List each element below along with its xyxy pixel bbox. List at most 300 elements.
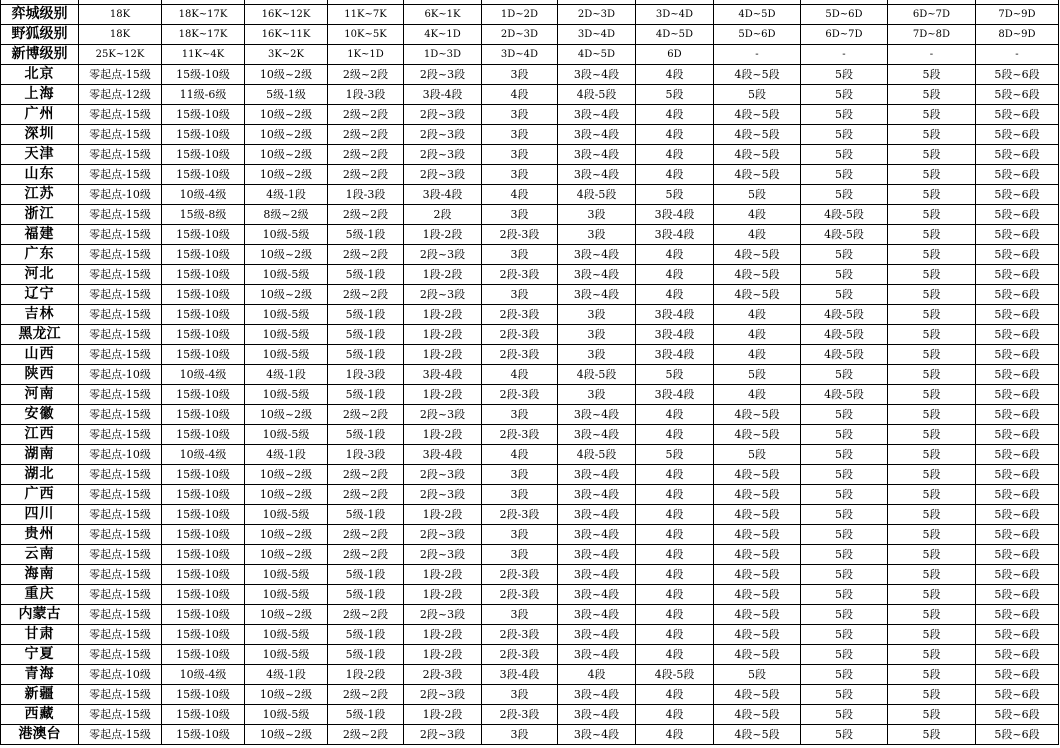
table-cell: 5段: [888, 505, 976, 525]
table-cell: 3段~4段: [558, 705, 636, 725]
region-label: 云南: [1, 545, 79, 565]
table-cell: 4段: [636, 265, 714, 285]
table-cell: 15级-10级: [162, 585, 245, 605]
table-cell: 5级-1段: [328, 265, 404, 285]
table-cell: 4段~5段: [714, 485, 801, 505]
table-cell: 3段-4段: [636, 385, 714, 405]
table-row: [1, 685, 1059, 705]
table-row: [1, 585, 1059, 605]
table-cell: 5段: [801, 285, 888, 305]
table-cell: 5段: [888, 585, 976, 605]
table-cell: 6K~1K: [404, 5, 482, 25]
table-cell: 5段: [801, 605, 888, 625]
table-cell: 5段: [801, 85, 888, 105]
table-cell: 3段~4段: [558, 725, 636, 745]
table-cell: 10级-5级: [245, 645, 328, 665]
region-label: 西藏: [1, 705, 79, 725]
table-cell: 2段~3段: [404, 145, 482, 165]
table-cell: 5级-1段: [328, 505, 404, 525]
table-cell: 5级-1段: [328, 645, 404, 665]
table-cell: 4段-5段: [801, 225, 888, 245]
table-cell: 5段: [888, 565, 976, 585]
table-cell: 4段: [482, 85, 558, 105]
table-cell: 15级-10级: [162, 525, 245, 545]
table-cell: 3段~4段: [558, 585, 636, 605]
table-row: [1, 245, 1059, 265]
table-cell: 零起点-15级: [79, 225, 162, 245]
table-cell: 4段~5段: [714, 425, 801, 445]
table-cell: 3段: [482, 525, 558, 545]
table-cell: 5段: [801, 245, 888, 265]
table-cell: 1段-2段: [404, 345, 482, 365]
table-cell: 1段-2段: [404, 505, 482, 525]
table-cell: 5段: [636, 185, 714, 205]
table-cell: 5段~6段: [976, 565, 1059, 585]
table-cell: 6D: [636, 45, 714, 65]
table-cell: 零起点-15级: [79, 165, 162, 185]
table-cell: 3段~4段: [558, 405, 636, 425]
table-cell: 1段-2段: [404, 425, 482, 445]
table-cell: 7D~9D: [976, 5, 1059, 25]
table-cell: 1段-2段: [404, 385, 482, 405]
table-cell: 5段: [888, 525, 976, 545]
table-cell: 5级-1段: [328, 305, 404, 325]
table-row: [1, 485, 1059, 505]
table-cell: 15级-10级: [162, 505, 245, 525]
header-row: [1, 25, 1059, 45]
table-cell: 4段: [482, 365, 558, 385]
table-cell: 5段: [888, 625, 976, 645]
table-cell: 零起点-12级: [79, 85, 162, 105]
table-cell: 4段~5段: [714, 125, 801, 145]
table-cell: 4段~5段: [714, 625, 801, 645]
table-cell: 4段: [636, 705, 714, 725]
table-cell: 3段: [482, 285, 558, 305]
table-cell: 10级~2级: [245, 165, 328, 185]
table-cell: 4段: [714, 205, 801, 225]
table-cell: 10级~2级: [245, 525, 328, 545]
table-cell: 3段: [482, 605, 558, 625]
table-cell: 5段: [801, 665, 888, 685]
table-cell: 10级-4级: [162, 365, 245, 385]
table-cell: 6D~7D: [801, 25, 888, 45]
table-cell: 2级~2段: [328, 245, 404, 265]
table-cell: 2段-3段: [482, 705, 558, 725]
table-cell: 15级-10级: [162, 285, 245, 305]
table-cell: 10级-5级: [245, 305, 328, 325]
table-cell: 2级~2段: [328, 685, 404, 705]
table-cell: 4段: [636, 65, 714, 85]
table-cell: 1段-2段: [404, 645, 482, 665]
table-cell: 4段~5段: [714, 545, 801, 565]
region-label: 河南: [1, 385, 79, 405]
region-label: 海南: [1, 565, 79, 585]
table-cell: 10级-5级: [245, 705, 328, 725]
table-cell: 5段~6段: [976, 305, 1059, 325]
table-cell: 5段~6段: [976, 465, 1059, 485]
table-cell: 10级~2级: [245, 105, 328, 125]
table-cell: 零起点-15级: [79, 545, 162, 565]
table-cell: 3段-4段: [636, 345, 714, 365]
table-cell: 4段: [636, 525, 714, 545]
table-cell: 5段: [714, 445, 801, 465]
table-cell: 5段~6段: [976, 545, 1059, 565]
table-cell: 4段~5段: [714, 725, 801, 745]
table-cell: 15级-10级: [162, 305, 245, 325]
table-cell: 4段-5段: [801, 385, 888, 405]
table-cell: 5段: [888, 245, 976, 265]
table-cell: 4段-5段: [558, 185, 636, 205]
table-cell: 4段~5段: [714, 645, 801, 665]
table-cell: 2段-3段: [404, 665, 482, 685]
table-cell: 5段~6段: [976, 685, 1059, 705]
table-cell: 零起点-15级: [79, 265, 162, 285]
table-cell: 2段~3段: [404, 485, 482, 505]
table-row: [1, 445, 1059, 465]
region-label: 港澳台: [1, 725, 79, 745]
table-cell: 零起点-10级: [79, 665, 162, 685]
table-cell: 1段-2段: [404, 265, 482, 285]
table-cell: 4段-5段: [801, 345, 888, 365]
table-cell: 5段~6段: [976, 325, 1059, 345]
table-cell: 7D~8D: [888, 25, 976, 45]
table-cell: 5段: [801, 505, 888, 525]
table-cell: 3段-4段: [636, 205, 714, 225]
table-row: [1, 265, 1059, 285]
table-cell: 5段: [888, 205, 976, 225]
table-cell: 4段: [482, 445, 558, 465]
table-cell: 5段~6段: [976, 505, 1059, 525]
header-row: [1, 5, 1059, 25]
table-cell: 2段~3段: [404, 525, 482, 545]
table-cell: 3段-4段: [636, 325, 714, 345]
table-cell: 4段~5段: [714, 505, 801, 525]
table-cell: 3段: [482, 405, 558, 425]
table-cell: 5段~6段: [976, 165, 1059, 185]
table-cell: 4段~5段: [714, 405, 801, 425]
table-cell: 5段: [636, 445, 714, 465]
table-cell: 2级~2段: [328, 125, 404, 145]
table-cell: 1段-2段: [328, 665, 404, 685]
table-cell: 15级-10级: [162, 725, 245, 745]
table-cell: 5段: [888, 425, 976, 445]
table-cell: 3段: [482, 465, 558, 485]
table-cell: 5级-1段: [328, 425, 404, 445]
table-cell: 1段-2段: [404, 705, 482, 725]
table-cell: 10级~2级: [245, 245, 328, 265]
table-cell: 2段-3段: [482, 625, 558, 645]
table-cell: 10级~2级: [245, 405, 328, 425]
table-cell: 2级~2段: [328, 205, 404, 225]
table-cell: 3段~4段: [558, 565, 636, 585]
table-cell: 15级-10级: [162, 105, 245, 125]
table-cell: -: [976, 45, 1059, 65]
table-cell: 5段~6段: [976, 85, 1059, 105]
table-cell: 3段: [482, 545, 558, 565]
table-cell: 2段-3段: [482, 645, 558, 665]
table-cell: 2段~3段: [404, 725, 482, 745]
table-cell: 4段-5段: [801, 325, 888, 345]
table-cell: 5段~6段: [976, 265, 1059, 285]
table-cell: 2段-3段: [482, 345, 558, 365]
table-cell: 5段~6段: [976, 665, 1059, 685]
table-cell: 10K~5K: [328, 25, 404, 45]
table-cell: 5段: [801, 525, 888, 545]
table-cell: 15级-10级: [162, 225, 245, 245]
table-cell: 5段~6段: [976, 145, 1059, 165]
table-cell: 5段: [801, 625, 888, 645]
table-cell: 4段~5段: [714, 605, 801, 625]
table-cell: 5级-1段: [328, 625, 404, 645]
table-cell: 10级-5级: [245, 325, 328, 345]
table-cell: 4段: [714, 225, 801, 245]
table-cell: 4级-1段: [245, 445, 328, 465]
table-cell: 11K~4K: [162, 45, 245, 65]
region-label: 安徽: [1, 405, 79, 425]
region-label: 新疆: [1, 685, 79, 705]
table-cell: 2段~3段: [404, 285, 482, 305]
table-cell: 10级~2级: [245, 545, 328, 565]
table-cell: 3段~4段: [558, 265, 636, 285]
table-cell: 2段-3段: [482, 565, 558, 585]
table-cell: 3段~4段: [558, 125, 636, 145]
region-label: 青海: [1, 665, 79, 685]
table-cell: 5段~6段: [976, 625, 1059, 645]
table-cell: 4段: [714, 305, 801, 325]
table-cell: 零起点-15级: [79, 425, 162, 445]
table-row: [1, 605, 1059, 625]
table-cell: 零起点-10级: [79, 185, 162, 205]
table-cell: 5段: [714, 185, 801, 205]
table-row: [1, 345, 1059, 365]
table-cell: 4段~5段: [714, 685, 801, 705]
table-row: [1, 365, 1059, 385]
table-cell: 10级~2级: [245, 65, 328, 85]
table-cell: 4D~5D: [558, 45, 636, 65]
region-label: 四川: [1, 505, 79, 525]
table-cell: 5段: [888, 705, 976, 725]
table-cell: 10级-5级: [245, 625, 328, 645]
table-cell: 5段: [888, 65, 976, 85]
table-cell: 4段~5段: [714, 145, 801, 165]
table-cell: 5段: [801, 685, 888, 705]
table-cell: 2段: [404, 205, 482, 225]
table-cell: 5段: [636, 365, 714, 385]
table-cell: 4段: [714, 385, 801, 405]
table-cell: 5段: [801, 405, 888, 425]
table-cell: 18K~17K: [162, 5, 245, 25]
region-label: 贵州: [1, 525, 79, 545]
table-cell: 4段~5段: [714, 465, 801, 485]
table-cell: 零起点-10级: [79, 365, 162, 385]
table-cell: 4段: [482, 185, 558, 205]
table-cell: 10级-4级: [162, 445, 245, 465]
table-cell: 5段: [801, 545, 888, 565]
table-cell: 3段: [482, 245, 558, 265]
table-cell: 5段: [888, 725, 976, 745]
table-cell: 4段: [714, 325, 801, 345]
table-cell: 2段-3段: [482, 325, 558, 345]
table-cell: 5段: [801, 585, 888, 605]
table-cell: 5段: [888, 645, 976, 665]
table-cell: 5段~6段: [976, 605, 1059, 625]
table-cell: 零起点-15级: [79, 405, 162, 425]
table-cell: 零起点-15级: [79, 645, 162, 665]
table-cell: 4段~5段: [714, 525, 801, 545]
table-row: [1, 225, 1059, 245]
table-row: [1, 425, 1059, 445]
table-cell: 零起点-15级: [79, 625, 162, 645]
table-cell: 5段~6段: [976, 425, 1059, 445]
table-cell: 2段-3段: [482, 225, 558, 245]
table-cell: 5D~6D: [801, 5, 888, 25]
table-cell: 零起点-15级: [79, 485, 162, 505]
table-cell: 15级-10级: [162, 565, 245, 585]
table-cell: 1段-2段: [404, 305, 482, 325]
table-cell: 1段-2段: [404, 625, 482, 645]
table-cell: 零起点-15级: [79, 205, 162, 225]
table-cell: 3段~4段: [558, 165, 636, 185]
table-cell: 3段: [558, 385, 636, 405]
table-cell: 零起点-15级: [79, 65, 162, 85]
table-cell: 16K~12K: [245, 5, 328, 25]
table-cell: 4段: [636, 105, 714, 125]
table-cell: 2级~2段: [328, 725, 404, 745]
table-cell: 3段: [482, 165, 558, 185]
table-cell: 4段~5段: [714, 65, 801, 85]
table-cell: 5段: [888, 225, 976, 245]
table-cell: 5级-1段: [328, 705, 404, 725]
table-cell: 3段~4段: [558, 625, 636, 645]
table-cell: 5段: [888, 365, 976, 385]
table-cell: 3D~4D: [636, 5, 714, 25]
region-label: 陕西: [1, 365, 79, 385]
table-cell: 3段~4段: [558, 105, 636, 125]
table-cell: 2级~2段: [328, 105, 404, 125]
table-cell: 5段~6段: [976, 385, 1059, 405]
table-cell: 5段: [801, 465, 888, 485]
table-cell: 2段-3段: [482, 585, 558, 605]
table-cell: 6D~7D: [888, 5, 976, 25]
table-row: [1, 85, 1059, 105]
table-row: [1, 465, 1059, 485]
table-cell: 1段-2段: [404, 325, 482, 345]
table-cell: 4段: [636, 485, 714, 505]
table-cell: 3段~4段: [558, 145, 636, 165]
table-cell: 4段~5段: [714, 105, 801, 125]
table-cell: 零起点-15级: [79, 105, 162, 125]
table-cell: 零起点-15级: [79, 285, 162, 305]
table-cell: 3段: [558, 345, 636, 365]
table-cell: 3段: [482, 485, 558, 505]
table-cell: 3段: [558, 305, 636, 325]
table-cell: 4段~5段: [714, 165, 801, 185]
table-cell: 5段: [888, 485, 976, 505]
table-cell: 5段: [888, 685, 976, 705]
table-cell: 5段: [888, 145, 976, 165]
table-cell: 18K: [79, 5, 162, 25]
table-cell: 4段: [636, 465, 714, 485]
table-cell: 15级-10级: [162, 145, 245, 165]
table-cell: 零起点-15级: [79, 705, 162, 725]
region-label: 湖南: [1, 445, 79, 465]
table-cell: 4段: [636, 625, 714, 645]
table-row: [1, 285, 1059, 305]
table-cell: 10级~2级: [245, 485, 328, 505]
table-cell: 4段~5段: [714, 585, 801, 605]
table-cell: 4段: [636, 545, 714, 565]
region-label: 北京: [1, 65, 79, 85]
table-cell: 4级-1段: [245, 185, 328, 205]
table-cell: 4段: [636, 605, 714, 625]
table-cell: 5段~6段: [976, 525, 1059, 545]
table-cell: 3段-4段: [404, 365, 482, 385]
table-cell: 零起点-15级: [79, 245, 162, 265]
table-row: [1, 325, 1059, 345]
table-cell: 2段~3段: [404, 245, 482, 265]
table-cell: 4段: [636, 685, 714, 705]
table-cell: 5段: [888, 465, 976, 485]
table-cell: 零起点-15级: [79, 685, 162, 705]
table-cell: 3段-4段: [404, 85, 482, 105]
table-cell: 5段~6段: [976, 225, 1059, 245]
header-row: [1, 45, 1059, 65]
table-row: [1, 125, 1059, 145]
table-cell: 5段: [888, 325, 976, 345]
table-cell: 3段~4段: [558, 285, 636, 305]
table-cell: 零起点-15级: [79, 325, 162, 345]
table-row: [1, 305, 1059, 325]
table-cell: 4段~5段: [714, 265, 801, 285]
table-cell: 5段: [888, 605, 976, 625]
region-label: 广西: [1, 485, 79, 505]
table-cell: 5段: [801, 265, 888, 285]
table-cell: 2级~2段: [328, 525, 404, 545]
region-label: 重庆: [1, 585, 79, 605]
table-cell: 15级-10级: [162, 685, 245, 705]
region-label: 福建: [1, 225, 79, 245]
table-cell: 1段-3段: [328, 85, 404, 105]
table-cell: 5段: [888, 445, 976, 465]
table-cell: 零起点-15级: [79, 305, 162, 325]
table-cell: 15级-10级: [162, 245, 245, 265]
table-cell: 5段: [801, 105, 888, 125]
table-cell: 零起点-10级: [79, 445, 162, 465]
table-cell: 零起点-15级: [79, 725, 162, 745]
table-cell: 2段-3段: [482, 385, 558, 405]
table-cell: 5段: [888, 405, 976, 425]
table-cell: 16K~11K: [245, 25, 328, 45]
table-cell: 15级-10级: [162, 345, 245, 365]
table-cell: 5段: [888, 545, 976, 565]
table-cell: 5段: [888, 385, 976, 405]
table-cell: 2段-3段: [482, 505, 558, 525]
table-cell: 4段: [636, 425, 714, 445]
table-cell: 5段: [888, 165, 976, 185]
table-cell: 2级~2段: [328, 605, 404, 625]
table-cell: 3段: [482, 65, 558, 85]
table-cell: 2级~2段: [328, 405, 404, 425]
table-cell: 10级-5级: [245, 385, 328, 405]
table-cell: 5段: [801, 125, 888, 145]
table-cell: 5段~6段: [976, 125, 1059, 145]
table-cell: 4段: [558, 665, 636, 685]
table-cell: 4段-5段: [558, 445, 636, 465]
table-cell: 5段: [888, 265, 976, 285]
table-cell: 5段~6段: [976, 645, 1059, 665]
table-cell: 10级-5级: [245, 265, 328, 285]
region-label: 江西: [1, 425, 79, 445]
